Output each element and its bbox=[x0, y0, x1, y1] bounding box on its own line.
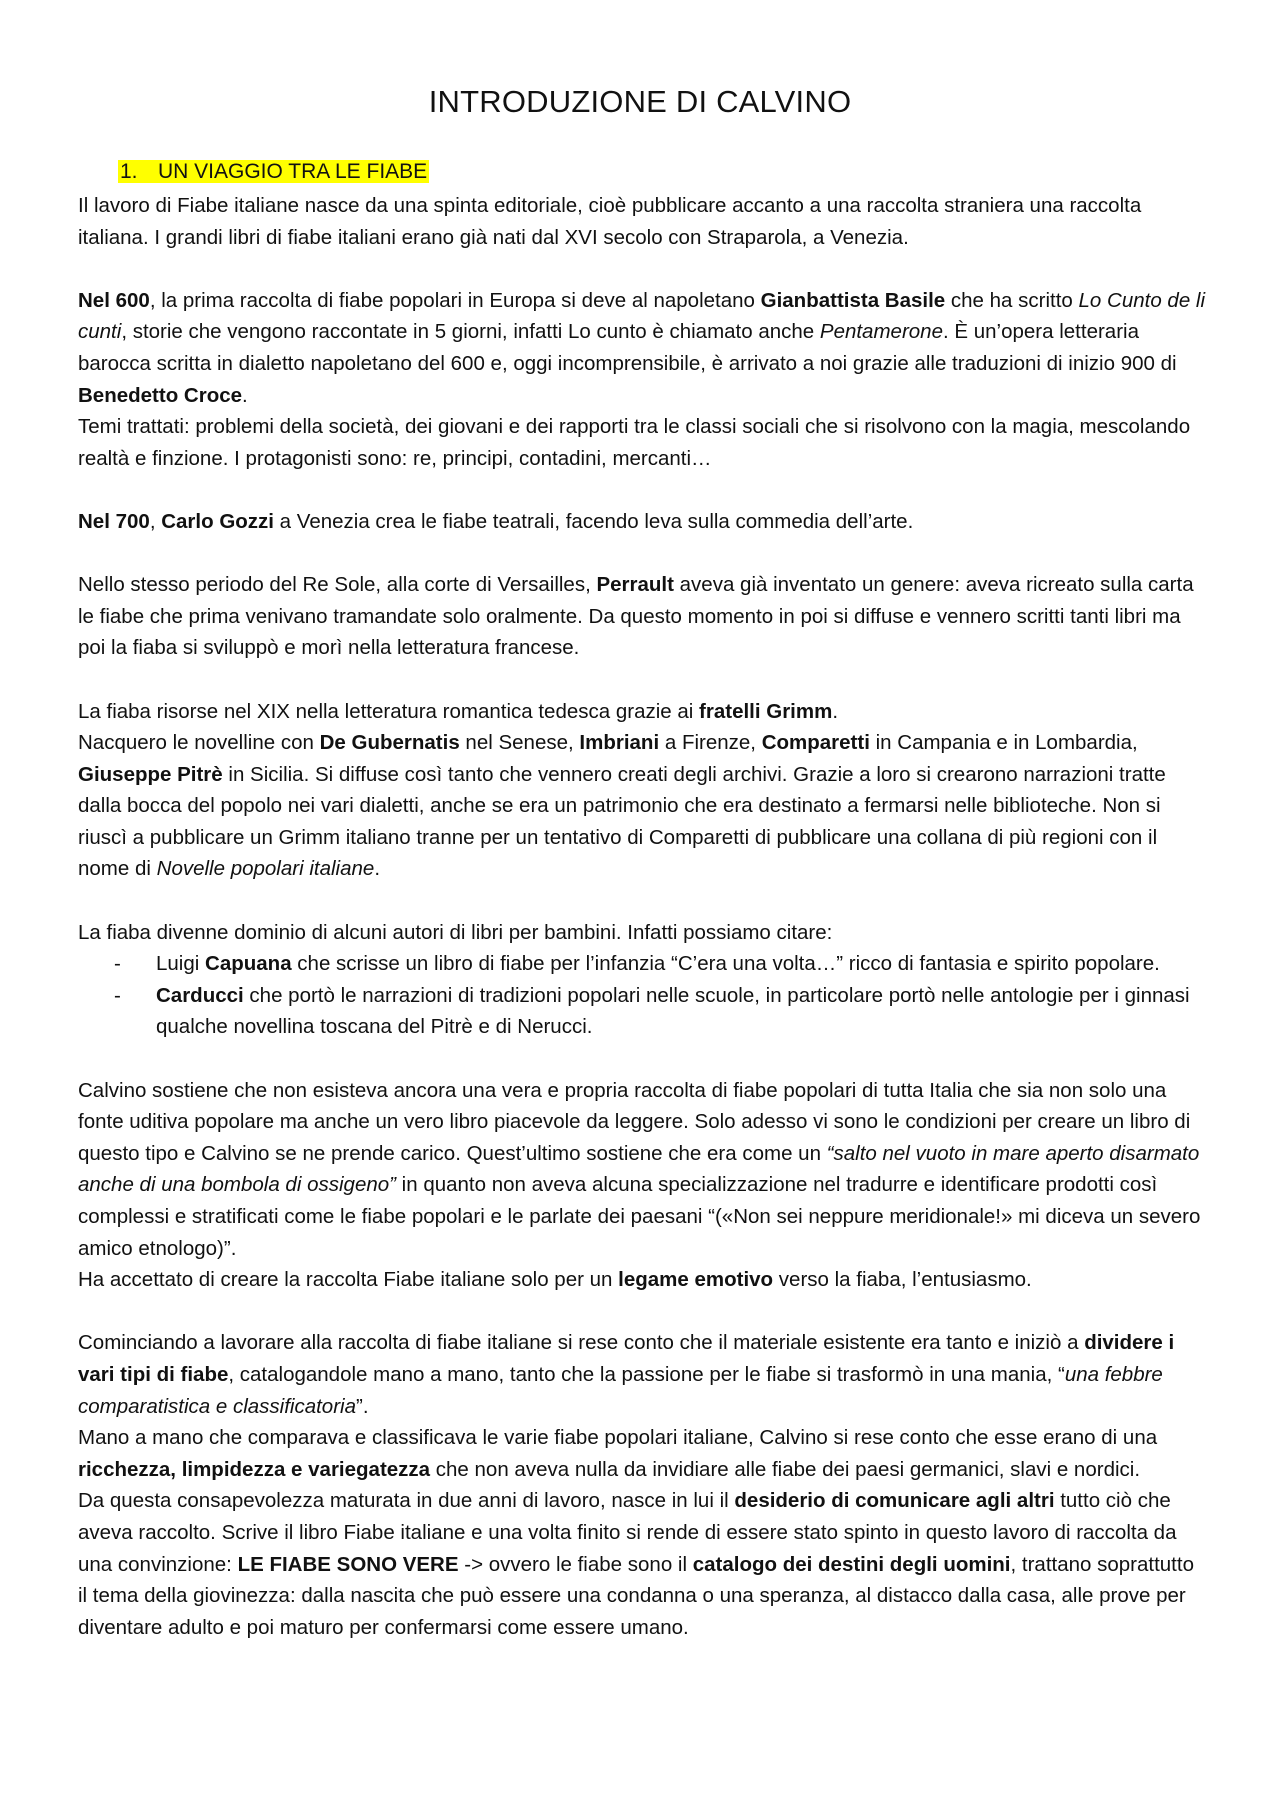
text: Nello stesso periodo del Re Sole, alla corte di Versailles, bbox=[78, 573, 597, 597]
text: Luigi bbox=[156, 952, 206, 976]
paragraph-perrault bbox=[78, 569, 1208, 664]
text: , storie che vengono raccontate in 5 giorni, infatti Lo cunto è chiamato anche bbox=[121, 320, 820, 344]
paragraph-cominciando bbox=[78, 1327, 1208, 1422]
text-italic: una febbre comparatistica e classificatoria bbox=[78, 1362, 1163, 1418]
paragraph-temi: Temi trattati: problemi della società, dei giovani e dei rapporti tra le classi sociali che si risolvono con la magia, mescolando realtà e finzione. I protagonisti sono: re, principi, contadini, mercanti… bbox=[78, 415, 1191, 470]
text-bold: Carlo Gozzi bbox=[161, 509, 274, 533]
text-bold: Nel 600 bbox=[78, 288, 150, 312]
text-bold: Giuseppe Pitrè bbox=[78, 762, 223, 786]
text: a Venezia crea le fiabe teatrali, facendo leva sulla commedia dell’arte. bbox=[273, 509, 914, 533]
text: che ha scritto bbox=[945, 288, 1079, 312]
text: Ha accettato di creare la raccolta Fiabe italiane solo per un bbox=[78, 1268, 619, 1292]
text: verso la fiaba, l’entusiasmo. bbox=[773, 1268, 1032, 1292]
list-item bbox=[78, 980, 1208, 1043]
text: . bbox=[374, 857, 381, 881]
text: , bbox=[149, 509, 162, 533]
text-italic: Novelle popolari italiane bbox=[156, 857, 375, 881]
paragraph-ricchezza bbox=[78, 1422, 1208, 1485]
text: che portò le narrazioni di tradizioni popolari nelle scuole, in particolare portò nelle antologie per i ginnasi qualche novellina toscana del Pitrè e di Nerucci. bbox=[156, 983, 1190, 1039]
text: , trattano soprattutto il tema della giovinezza: dalla nascita che può essere una condanna o una speranza, al distacco dalla casa, alle prove per diventare adulto e poi maturo per confermarsi come essere umano. bbox=[78, 1552, 1194, 1639]
paragraph-calvino bbox=[78, 1075, 1208, 1265]
list-dash: - bbox=[114, 983, 121, 1007]
text: a Firenze, bbox=[659, 731, 762, 755]
text: -> ovvero le fiabe sono il bbox=[458, 1552, 693, 1576]
text-bold: Carducci bbox=[156, 983, 244, 1007]
authors-list bbox=[78, 948, 1208, 1043]
list-item bbox=[78, 948, 1208, 980]
text-bold: legame emotivo bbox=[618, 1268, 774, 1292]
text-bold: dividere i vari tipi di fiabe bbox=[78, 1331, 1175, 1386]
text: che scrisse un libro di fiabe per l’infanzia “C’era una volta…” ricco di fantasia e spirito popolare. bbox=[291, 952, 1160, 976]
text: aveva già inventato un genere: aveva ricreato sulla carta le fiabe che prima venivano tramandate solo oralmente. Da questo momento in poi si diffuse e vennero scritti tanti libri ma poi la fiaba si sviluppò e morì nella letteratura francese. bbox=[78, 573, 1194, 660]
text: in quanto non aveva alcuna specializzazione nel tradurre e identificare prodotti così complessi e stratificati come le fiabe popolari e le parlate dei paesani “(«Non sei neppure meridionale!» mi diceva un severo amico etnologo)”. bbox=[78, 1173, 1201, 1260]
section-highlight bbox=[118, 160, 429, 183]
text-bold: ricchezza, limpidezza e variegatezza bbox=[78, 1457, 431, 1481]
text: , catalogandole mano a mano, tanto che la passione per le fiabe si trasformò in una mania, “ bbox=[228, 1362, 1065, 1386]
text: Mano a mano che comparava e classificava le varie fiabe popolari italiane, Calvino si rese conto che esse erano di una bbox=[78, 1426, 1158, 1450]
list-dash: - bbox=[114, 952, 121, 976]
section-heading bbox=[118, 158, 429, 186]
text: che non aveva nulla da invidiare alle fiabe dei paesi germanici, slavi e nordici. bbox=[430, 1457, 1141, 1481]
text-bold: Benedetto Croce bbox=[78, 383, 243, 407]
text-bold: fratelli Grimm bbox=[699, 699, 833, 723]
section-label: UN VIAGGIO TRA LE FIABE bbox=[158, 160, 428, 183]
text: La fiaba risorse nel XIX nella letteratura romantica tedesca grazie ai bbox=[78, 699, 700, 723]
text: . bbox=[242, 383, 248, 407]
text: tutto ciò che aveva raccolto. Scrive il libro Fiabe italiane e una volta finito si rende di essere stato spinto in questo lavoro di raccolta da una convinzione: bbox=[78, 1489, 1177, 1576]
text: Calvino sostiene che non esisteva ancora una vera e propria raccolta di fiabe popolari di tutta Italia che sia non solo una fonte uditiva popolare ma anche un vero libro piacevole da leggere. Solo adesso vi sono le condizioni per creare un libro di questo tipo e Calvino se ne prende carico. Quest’ultimo sostiene che era come un bbox=[78, 1078, 1191, 1165]
text-bold: Perrault bbox=[596, 573, 674, 597]
text: . È un’opera letteraria barocca scritta in dialetto napoletano del 600 e, oggi incomprensibile, è arrivato a noi grazie alle traduzioni di inizio 900 di bbox=[78, 320, 1177, 375]
paragraph-legame bbox=[78, 1264, 1208, 1296]
text-italic: “salto nel vuoto in mare aperto disarmato anche di una bombola di ossigeno” bbox=[78, 1141, 1200, 1197]
text: Nacquero le novelline con bbox=[78, 731, 320, 755]
document-body bbox=[78, 190, 1208, 1643]
text: Da questa consapevolezza maturata in due anni di lavoro, nasce in lui il bbox=[78, 1489, 735, 1513]
page-title: INTRODUZIONE DI CALVINO bbox=[428, 84, 852, 119]
paragraph-consapevolezza bbox=[78, 1485, 1208, 1643]
text-bold: Nel 700 bbox=[78, 509, 150, 533]
paragraph-bambini: La fiaba divenne dominio di alcuni autori di libri per bambini. Infatti possiamo citare: bbox=[78, 920, 833, 944]
paragraph-basile bbox=[78, 285, 1208, 411]
text-italic: Lo Cunto de li cunti bbox=[78, 288, 1206, 344]
paragraph-novelline bbox=[78, 727, 1208, 885]
section-number: 1. bbox=[120, 160, 138, 183]
text-bold: Gianbattista Basile bbox=[760, 288, 946, 312]
text-bold: Capuana bbox=[205, 952, 292, 976]
text: , la prima raccolta di fiabe popolari in Europa si deve al napoletano bbox=[149, 288, 761, 312]
text: nel Senese, bbox=[459, 731, 580, 755]
text-bold: catalogo dei destini degli uomini bbox=[692, 1552, 1011, 1576]
text-bold: desiderio di comunicare agli altri bbox=[734, 1489, 1055, 1513]
text-bold: Comparetti bbox=[761, 731, 870, 755]
text-bold: LE FIABE SONO VERE bbox=[237, 1552, 459, 1576]
paragraph-grimm bbox=[78, 696, 1208, 728]
text-italic: Pentamerone bbox=[819, 320, 943, 344]
text-bold: Imbriani bbox=[579, 731, 660, 755]
text: in Sicilia. Si diffuse così tanto che vennero creati degli archivi. Grazie a loro si crearono narrazioni tratte dalla bocca del popolo nei vari dialetti, anche se era un patrimonio che era destinato a fermarsi nelle biblioteche. Non si riuscì a pubblicare un Grimm italiano tranne per un tentativo di Comparetti di pubblicare una collana di più regioni con il nome di bbox=[78, 762, 1166, 881]
text: ”. bbox=[356, 1394, 369, 1418]
text: Cominciando a lavorare alla raccolta di fiabe italiane si rese conto che il materiale esistente era tanto e iniziò a bbox=[78, 1331, 1085, 1355]
text-bold: De Gubernatis bbox=[319, 731, 460, 755]
text: . bbox=[832, 699, 839, 723]
text: in Campania e in Lombardia, bbox=[869, 731, 1138, 755]
paragraph-intro: Il lavoro di Fiabe italiane nasce da una spinta editoriale, cioè pubblicare accanto a una raccolta straniera una raccolta italiana. I grandi libri di fiabe italiani erano già nati dal XVI secolo con Straparola, a Venezia. bbox=[78, 194, 1142, 249]
paragraph-gozzi bbox=[78, 506, 1208, 538]
